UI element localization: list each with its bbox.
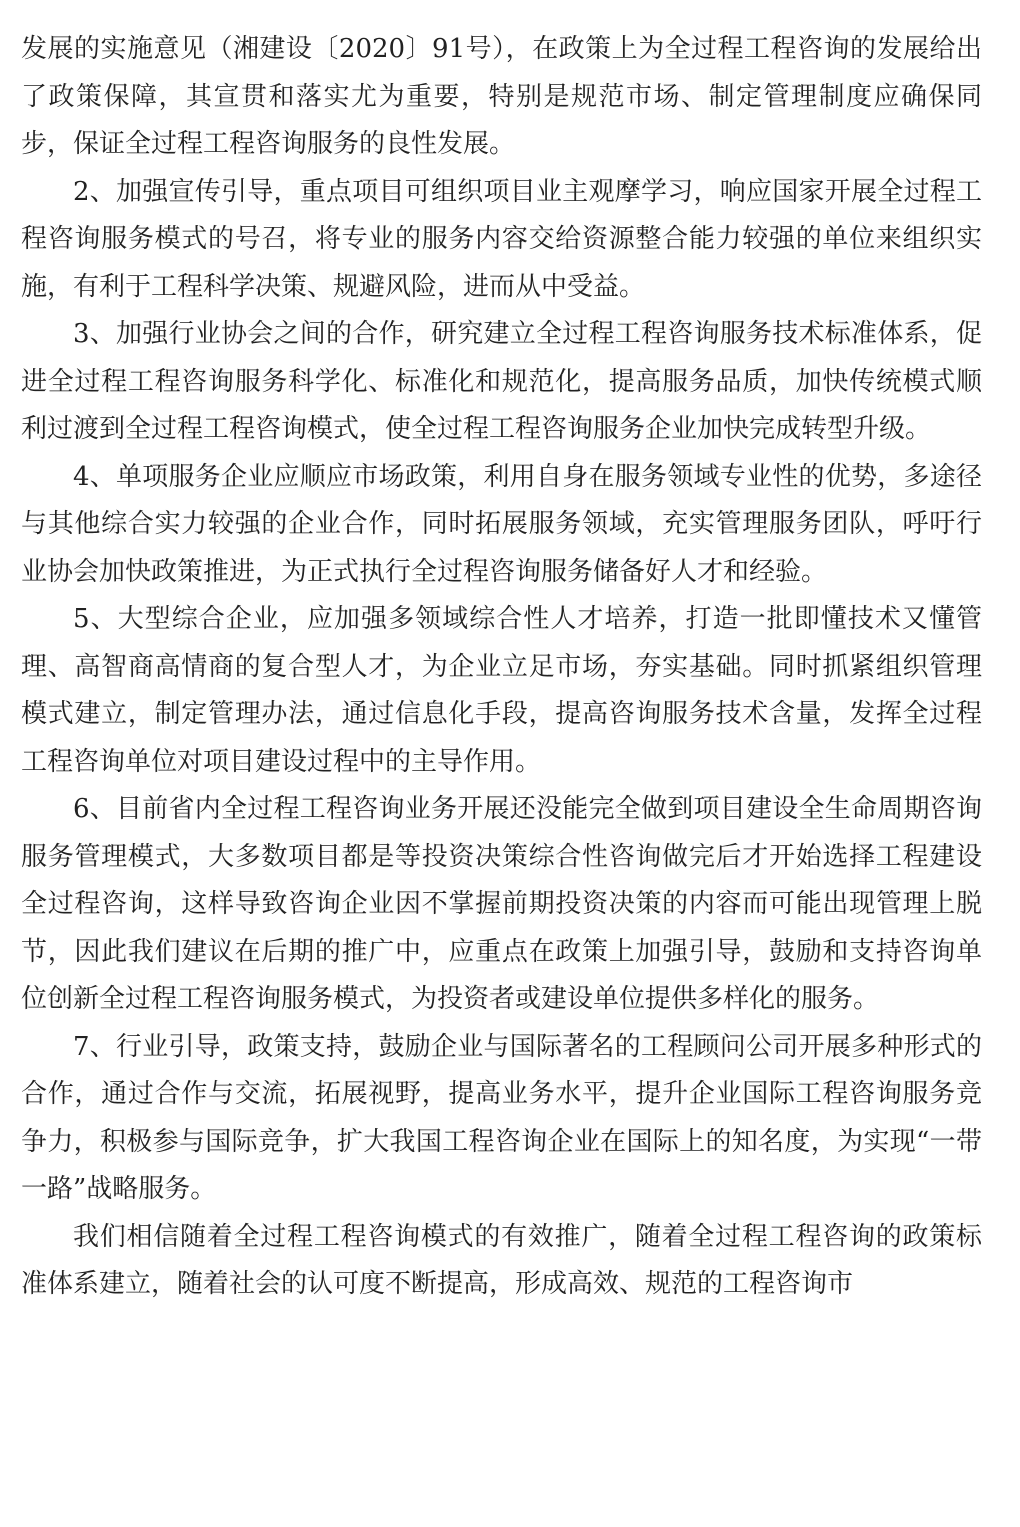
- paragraph-item-3: 3、加强行业协会之间的合作，研究建立全过程工程咨询服务技术标准体系，促进全过程工程咨询服务科学化、标准化和规范化，提高服务品质，加快传统模式顺利过渡到全过程工程咨询模式，使全过程工程咨询服务企业加快完成转型升级。: [21, 319, 982, 444]
- paragraph-item-6: 6、目前省内全过程工程咨询业务开展还没能完全做到项目建设全生命周期咨询服务管理模式，大多数项目都是等投资决策综合性咨询做完后才开始选择工程建设全过程咨询，这样导致咨询企业因不掌握前期投资决策的内容而可能出现管理上脱节，因此我们建议在后期的推广中，应重点在政策上加强引导，鼓励和支持咨询单位创新全过程工程咨询服务模式，为投资者或建设单位提供多样化的服务。: [21, 794, 982, 1014]
- paragraph-item-4: 4、单项服务企业应顺应市场政策，利用自身在服务领域专业性的优势，多途径与其他综合实力较强的企业合作，同时拓展服务领域，充实管理服务团队，呼吁行业协会加快政策推进，为正式执行全过程咨询服务储备好人才和经验。: [21, 461, 982, 587]
- paragraph-item-5: 5、大型综合企业，应加强多领域综合性人才培养，打造一批即懂技术又懂管理、高智商高情商的复合型人才，为企业立足市场，夯实基础。同时抓紧组织管理模式建立，制定管理办法，通过信息化手段，提高咨询服务技术含量，发挥全过程工程咨询单位对项目建设过程中的主导作用。: [21, 604, 982, 777]
- paragraph-item-2: 2、加强宣传引导，重点项目可组织项目业主观摩学习，响应国家开展全过程工程咨询服务模式的号召，将专业的服务内容交给资源整合能力较强的单位来组织实施，有利于工程科学决策、规避风险，进而从中受益。: [21, 176, 982, 302]
- paragraph-item-7: 7、行业引导，政策支持，鼓励企业与国际著名的工程顾问公司开展多种形式的合作，通过合作与交流，拓展视野，提高业务水平，提升企业国际工程咨询服务竞争力，积极参与国际竞争，扩大我国工程咨询企业在国际上的知名度，为实现“一带一路”战略服务。: [21, 1031, 982, 1204]
- paragraph-conclusion: 我们相信随着全过程工程咨询模式的有效推广，随着全过程工程咨询的政策标准体系建立，随着社会的认可度不断提高，形成高效、规范的工程咨询市: [21, 1221, 982, 1299]
- paragraph-policy-guarantee: 发展的实施意见（湘建设〔2020〕91号），在政策上为全过程工程咨询的发展给出了政策保障，其宣贯和落实尤为重要，特别是规范市场、制定管理制度应确保同步，保证全过程工程咨询服务的良性发展。: [21, 34, 982, 159]
